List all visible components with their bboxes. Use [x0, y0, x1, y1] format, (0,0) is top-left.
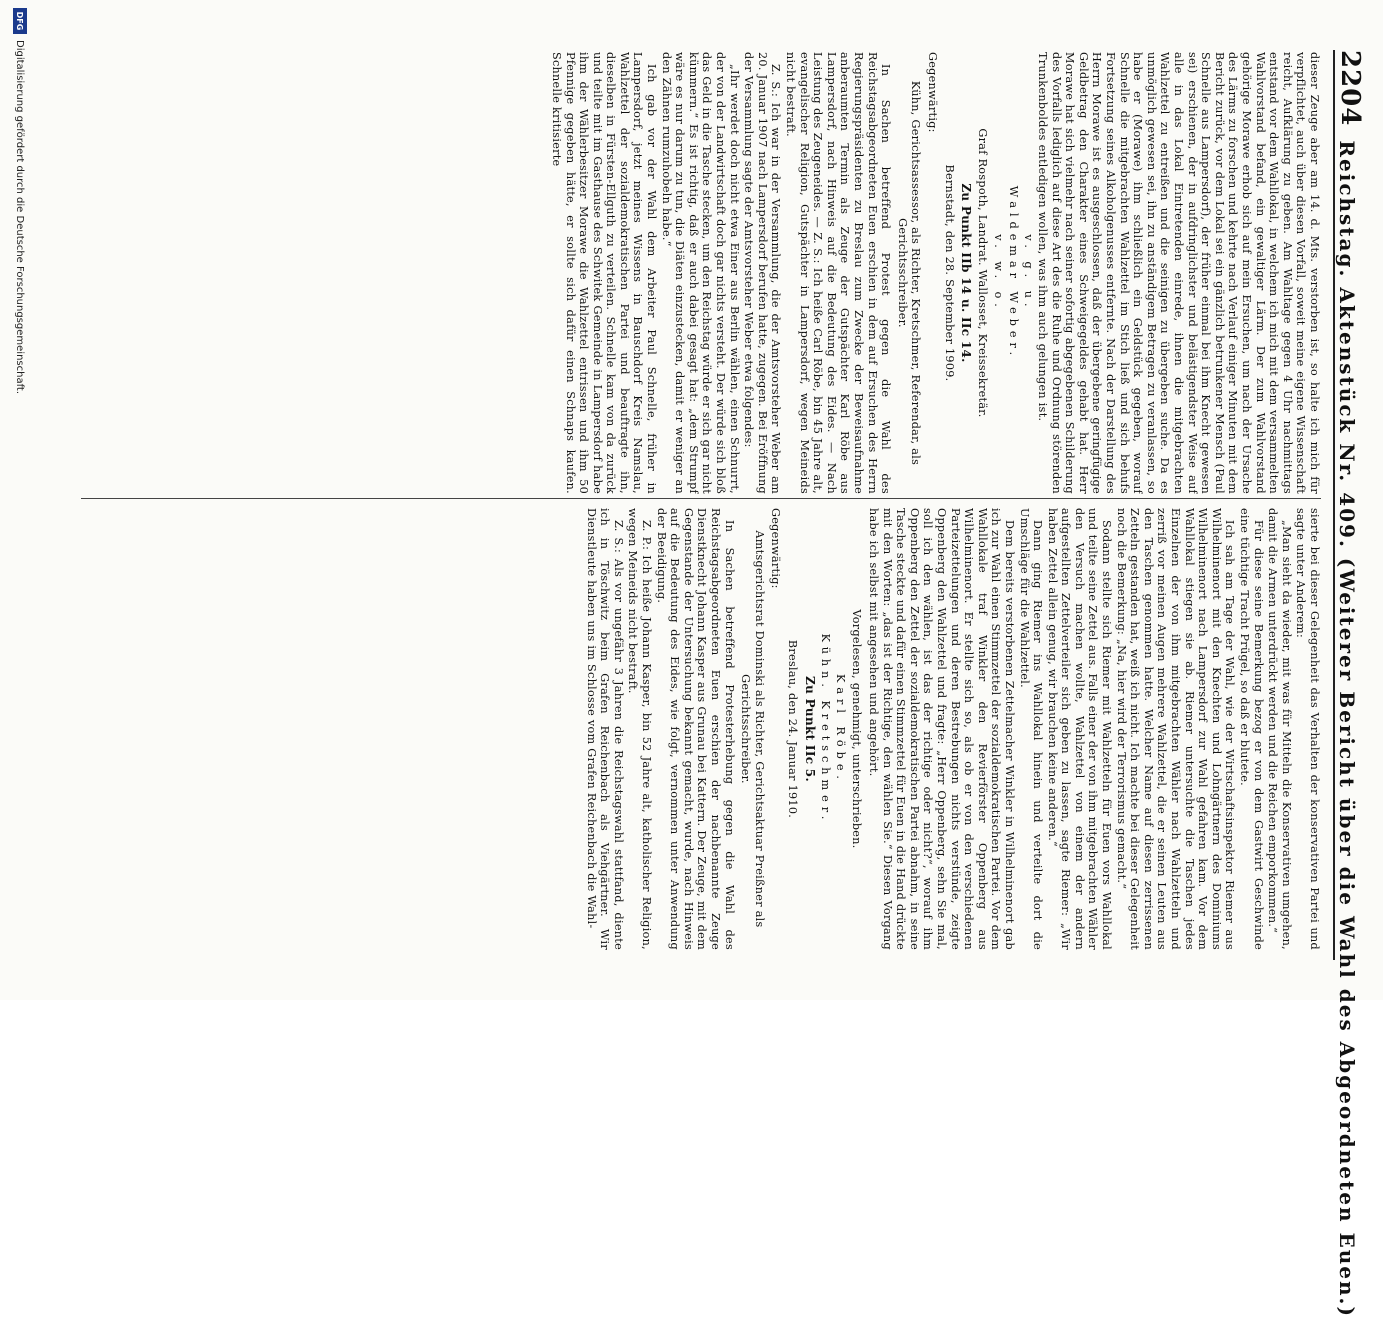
credit-text: Digitalisierung gefördert durch die Deutsche Forschungsgemeinschaft.: [14, 40, 26, 395]
paragraph: „Man sieht da wieder, mit was für Mitteln die Konservativen umgehen, damit die Armen unterdrückt werden und die Reichen emporkommen.“: [1266, 508, 1293, 950]
digitization-credit: [9, 0, 31, 1000]
paragraph: sierte bei dieser Gelegenheit das Verhalten der konservativen Partei und sagte unter Anderem:: [1294, 508, 1321, 950]
centered-line: Breslau, den 24. Januar 1910.: [786, 639, 800, 819]
signature-line: v. w. o.: [992, 234, 1006, 312]
paragraph: „Ihr werdet doch nicht etwa Einer aus Berlin wählen, einen Schnurrt, der von der Landwirtschaft doch gar nichts versteht. Der würde sich bloß das Geld in die Tasche stecken, um den Reichstag würde er sich gar nicht kümmern.“ Es ist richtig, daß er auch dabei gesagt hat: „dem Strumpf wäre es nur darum zu tun, die Diäten einzustecken, damit er weniger an den Zähnen rumzuhobeln habe.“: [659, 52, 741, 494]
page-number: 2204: [1335, 50, 1365, 127]
signature-line: Karl Röbe.: [833, 673, 847, 784]
paragraph: Dem bereits verstorbenen Zettelmacher Winkler in Wilhelminenort gab ich zur Wahl einen Stimmzettel der sozialdemokratischen Partei. Vor dem Wahllokale traf Winkler den Revierförster Oppenberg aus Wilhelminenort. Er stellte sich so, als ob er von den verschiedenen Parteizettelungen und deren Bestrebungen nichts verstünde, zeigte Oppenberg den Wahlzettel und fragte: „Herr Oppenberg, sehn Sie mal, soll ich den wählen, ist das der richtige oder nicht?“, worauf ihm Oppenberg den Zettel der sozialdemokratischen Partei abnahm, in seine Tasche steckte und dafür einen Stimmzettel für Euen in die Hand drückte mit den Worten: „das ist der Richtige, den wählen Sie.“ Diesen Vorgang habe ich selbst mit angesehen und angehört.: [867, 508, 1016, 950]
section-heading: Zu Punkt IIc 5.: [802, 676, 817, 782]
section-heading: Zu Punkt IIb 14 u. IIc 14.: [959, 183, 974, 363]
dfg-logo: DFG: [13, 8, 27, 34]
paragraph: Z. P.: Ich heiße Johann Kasper, bin 52 Jahre alt, katholischer Religion, wegen Meineids nicht bestraft.: [626, 508, 654, 950]
paragraph: dieser Zeuge aber am 14. d. Mts. verstorben ist, so halte ich mich für verpflichtet, auch über diesen Vorfall, soweit meine eigene Wissenschaft reicht, Aufklärung zu geben. Am Wahltage gegen 4 Uhr nachmittags entstand vor dem Wahllokal, in welchem ich mich mit dem versammelten Wahlvorstand befand, ein gewaltiger Lärm. Der zum Wahlvorstand gehörige Morawe erhob sich auf mein Ersuchen, um nach der Ursache des Lärms zu forschen und kehrte nach Verlauf einiger Minuten mit dem Bericht zurück, vor dem Lokal sei ein gänzlich betrunkener Mensch (Paul Schnelle aus Lampersdorf), der früher einmal bei ihm Knecht gewesen sei) erschienen, der in aufdringlichster und belästigendster Weise auf alle in das Lokal Eintretenden einrede, ihnen die mitgebrachten Wahlzettel zu entreißen und die seinigen zu übergeben suche. Da es unmöglich gewesen sei, ihn zu anständigem Betragen zu veranlassen, so habe er (Morawe) ihm schließlich ein Geldstück gegeben, worauf Schnelle die mitgebrachten Wahlzettel im Stich ließ und sich behufs Fortsetzung seines Alkoholgenusses entfernte. Nach der Darstellung des Herrn Morawe ist es ausgeschlossen, daß der übergebene geringfügige Geldbetrag den Charakter eines Schweigegeldes gehabt hat. Herr Morawe hat sich vielmehr nach seiner sofortig abgegebenen Schilderung des Vorfalls lediglich auf diese Art des die Ruhe und Ordnung störenden Trunkenboldes entledigen wollen, was ihm auch gelungen ist.: [1036, 52, 1321, 494]
paragraph: Gegenwärtig:: [769, 508, 783, 589]
left-column: [81, 52, 1321, 494]
signature-line: Kühn. Kretschmer.: [819, 633, 833, 825]
running-title: Reichstag. Aktenstück Nr. 409. (Weiterer Bericht über die Wahl des Abgeordneten Euen.): [1335, 140, 1359, 1318]
paragraph: Dann ging Riemer ins Wahllokal hinein und verteilte dort die Umschläge für die Wahlzettel.: [1017, 508, 1045, 950]
signature-line: Waldemar Weber.: [1006, 185, 1020, 361]
centered-line: Graf Rospoth, Landrat. Wallosset, Kreissekretär.: [975, 128, 989, 418]
paragraph: In Sachen betreffend Protest gegen die Wahl des Reichstagsabgeordneten Euen erschien in dem auf Ersuchen des Herrn Regierungspräsidenten zu Breslau zum Zwecke der Beweisaufnahme anberaumten Termin als Zeuge der Gutspächter Karl Röbe aus Lampersdorf, nach Hinweis auf die Bedeutung des Eides. — Nach Leistung des Zeugeneides. — Z. S.: Ich heiße Carl Röbe, bin 45 Jahre alt, evangelischer Religion, Gutspächter in Lampersdorf, wegen Meineids nicht bestraft.: [784, 52, 893, 494]
centered-line: Bernstadt, den 28. September 1909.: [942, 164, 956, 382]
right-column: [81, 508, 1321, 950]
centered-line: Amtsgerichtsrat Dominski als Richter, Gerichtsaktuar Preißner als Gerichtsschreiber.: [739, 530, 766, 928]
centered-line: Vorgelesen, genehmigt, unterschrieben.: [850, 609, 864, 849]
column-divider: [81, 498, 1321, 499]
signature-line: v. g. u.: [1021, 234, 1035, 312]
paragraph: Ich gab vor der Wahl dem Arbeiter Paul Schnelle, früher in Lampersdorf, jetzt meines Wissens in Bauschdorf Kreis Namslau, Wahlzettel der sozialdemokratischen Partei und beauftragte ihn, dieselben in Fürsten-Ellguth zu verteilen. Schnelle kam von da zurück und teilte mit im Gasthause des Schwitek Gemeinde in Lampersdorf habe ihm der Wählerbesitzer Morawe die Wahlzettel entrissen und ihm 50 Pfennige gegeben hätte, er sollte sich dafür einen Schnaps kaufen. Schnelle kritisierte: [549, 52, 659, 494]
paragraph: Für diese seine Bemerkung bezog er von dem Gastwirt Geschwinde eine tüchtige Tracht Prügel, so daß er blutete.: [1238, 508, 1265, 950]
paragraph: Z. S.: Ich war in der Versammlung, die der Amtsvorsteher Weber am 20. Januar 1907 nach Lampersdorf berufen hatte, zugegen. Bei Eröffnung der Versammlung sagte der Amtsvorsteher Weber etwa folgendes:: [742, 52, 783, 494]
paragraph: Z. S.: Als vor ungefähr 3 Jahren die Reichstagswahl stattfand, diente ich in Töschwitz beim Grafen Reichenbach als Viehgärtner. Wir Dienstleute haben uns im Schlosse vom Grafen Reichenbach die Wahl-: [584, 508, 625, 950]
paragraph: Ich sah am Tage der Wahl, wie der Wirtschaftsinspektor Riemer aus Wilhelminenort mit den Knechten und Lohngärtnern des Dominiums Wilhelminenort nach Lampersdorf zur Wahl gefahren kam. Vor dem Wahllokal stiegen sie ab. Riemer untersuchte die Taschen jedes Einzelnen der von ihm mitgebrachten Wähler nach Wahlzetteln und zerriß vor meinen Augen mehrere Wahlzettel, die er seinen Leuten aus den Taschen genommen hatte. Welcher Name auf diesen zerrissenen Zetteln gestanden hat, weiß ich nicht. Ich machte bei dieser Gelegenheit noch die Bemerkung: „Na, hier wird der Terrorismus gemacht.“: [1114, 508, 1237, 950]
paragraph: Sodann stellte sich Riemer mit Wahlzetteln für Euen vors Wahllokal und teilte seine Zettel aus. Falls einer der von ihm mitgebrachten Wähler den Versuch machen wollte, Wahlzettel von einem der andern aufgestellten Zettelverteiler sich geben zu lassen, sagte Riemer: „Wir haben Zettel allein genug, wir brauchen keine anderen.“: [1045, 508, 1114, 950]
paragraph: In Sachen betreffend Protesterhebung gegen die Wahl des Reichstagsabgeordneten Euen erschien der nachbenannte Zeuge Dienstknecht Johann Kasper aus Grunau bei Kattern. Der Zeuge, mit dem Gegenstande der Untersuchung bekannt gemacht, wurde, nach Hinweis auf die Bedeutung des Eides, wie folgt, vernommen unter Anwendung der Beeidigung.: [654, 508, 736, 950]
paragraph: Gegenwärtig:: [925, 52, 939, 133]
centered-line: Kühn, Gerichtsassessor, als Richter, Kretschmer, Referendar, als Gerichtsschreiber.: [895, 80, 923, 466]
page-header: [1333, 50, 1371, 1318]
